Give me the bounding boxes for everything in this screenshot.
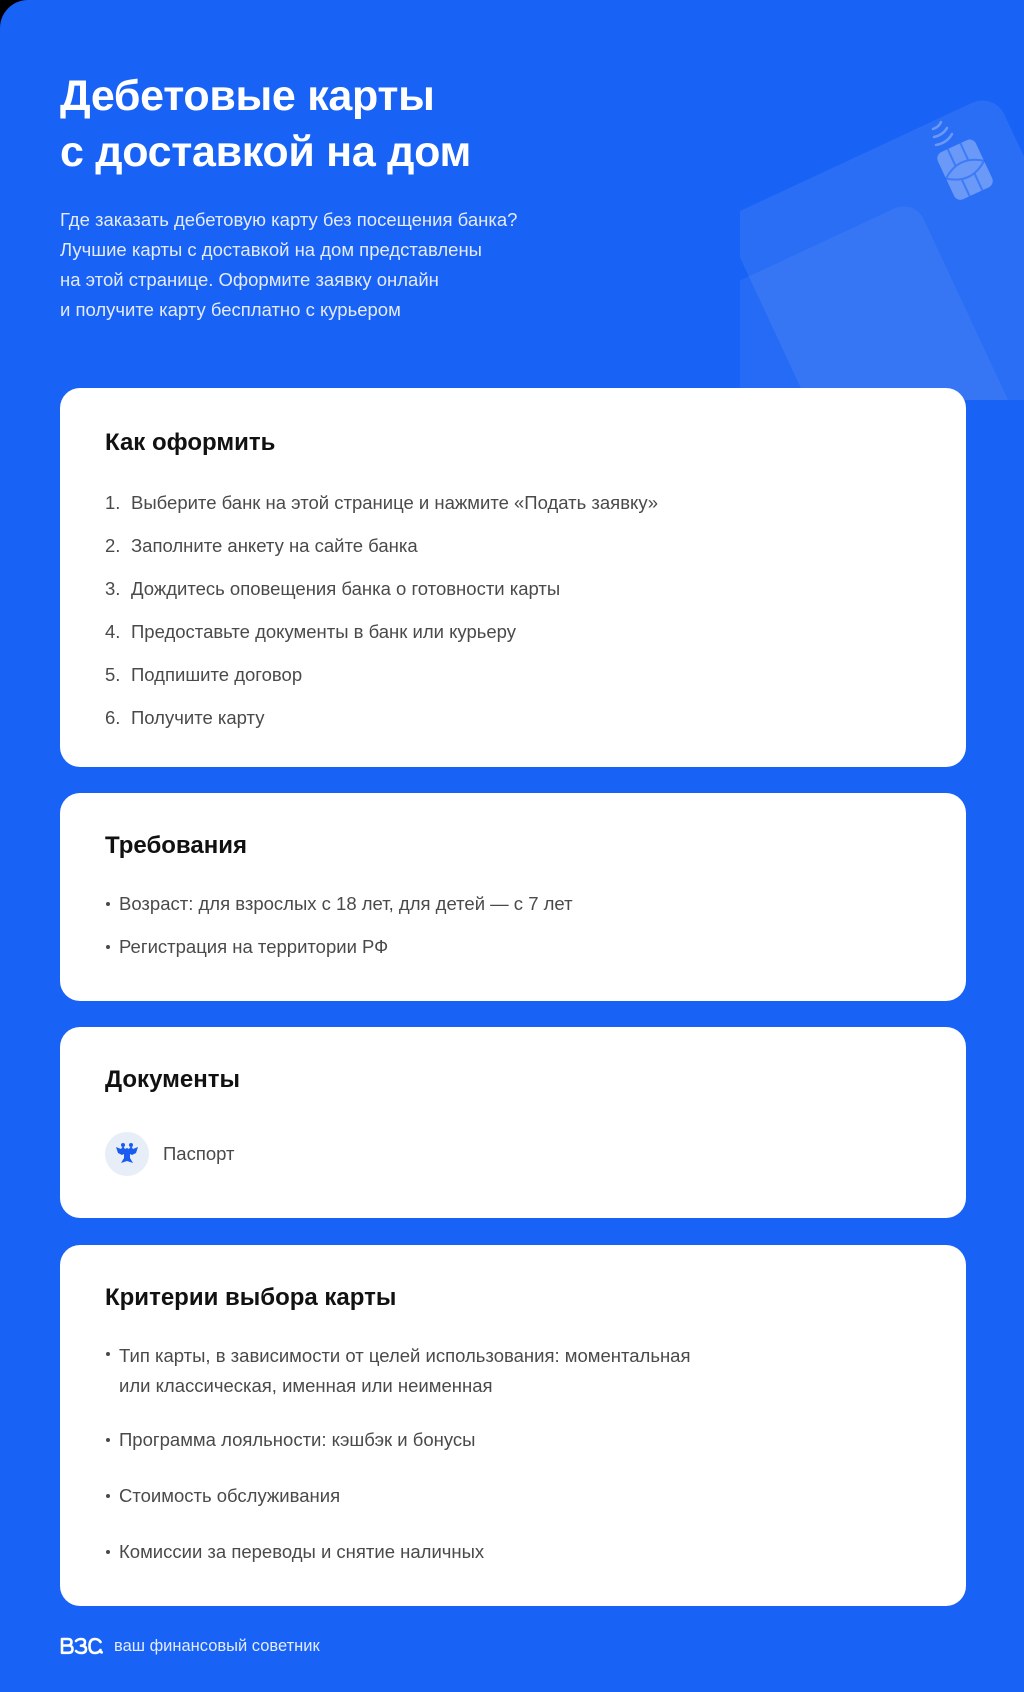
title-line: Дебетовые карты (60, 72, 435, 120)
bank-card-decoration-icon (740, 100, 1024, 400)
criteria-text: Комиссии за переводы и снятие наличных (119, 1541, 485, 1562)
criteria-list (105, 1341, 691, 1565)
description-line: Лучшие карты с доставкой на дом представлены (60, 239, 482, 260)
step-text: Подпишите договор (131, 664, 303, 685)
footer (60, 1636, 320, 1656)
description-line: Где заказать дебетовую карту без посещения банка? (60, 209, 518, 230)
how-to-apply-card (60, 388, 966, 767)
step-text: Заполните анкету на сайте банка (131, 535, 418, 556)
step-item (105, 533, 658, 559)
criteria-item (105, 1539, 691, 1565)
document-item (105, 1132, 235, 1176)
description-line: и получите карту бесплатно с курьером (60, 299, 401, 320)
documents-title: Документы (105, 1066, 240, 1093)
criteria-title: Критерии выбора карты (105, 1284, 397, 1311)
vzo-logo-icon (60, 1636, 104, 1656)
bullet-icon (105, 1427, 119, 1453)
bullet-icon (105, 1483, 119, 1509)
bullet-icon (105, 934, 119, 960)
step-text: Выберите банк на этой странице и нажмите «Подать заявку» (131, 492, 659, 513)
criteria-line: или классическая, именная или неименная (119, 1375, 493, 1396)
how-to-apply-title: Как оформить (105, 429, 276, 456)
bullet-icon (105, 891, 119, 917)
page-description (60, 205, 517, 325)
step-item (105, 619, 658, 645)
step-number: 4. (105, 621, 121, 642)
criteria-line: Тип карты, в зависимости от целей использования: моментальная (119, 1345, 691, 1366)
requirement-item (105, 891, 573, 917)
criteria-text (119, 1341, 691, 1401)
steps-list (105, 490, 658, 731)
criteria-text: Стоимость обслуживания (119, 1485, 341, 1506)
document-label: Паспорт (163, 1143, 235, 1164)
documents-card (60, 1027, 966, 1218)
criteria-card (60, 1245, 966, 1606)
step-number: 2. (105, 535, 121, 556)
step-item (105, 705, 658, 731)
step-number: 6. (105, 707, 121, 728)
footer-tagline: ваш финансовый советник (114, 1636, 320, 1655)
criteria-item (105, 1427, 691, 1453)
criteria-item (105, 1483, 691, 1509)
requirement-item (105, 934, 573, 960)
description-line: на этой странице. Оформите заявку онлайн (60, 269, 439, 290)
page-title (60, 68, 471, 180)
russian-eagle-emblem-icon (105, 1132, 149, 1176)
requirement-text: Регистрация на территории РФ (119, 936, 389, 957)
criteria-text: Программа лояльности: кэшбэк и бонусы (119, 1429, 476, 1450)
step-text: Предоставьте документы в банк или курьеру (131, 621, 517, 642)
requirements-card (60, 793, 966, 1001)
step-item (105, 662, 658, 688)
step-item (105, 490, 658, 516)
criteria-item (105, 1341, 691, 1401)
requirements-title: Требования (105, 832, 247, 859)
title-line: с доставкой на дом (60, 128, 472, 176)
requirement-text: Возраст: для взрослых с 18 лет, для детей — с 7 лет (119, 893, 573, 914)
step-item (105, 576, 658, 602)
bullet-icon (105, 1539, 119, 1565)
step-number: 5. (105, 664, 121, 685)
bullet-icon (105, 1341, 119, 1401)
requirements-list (105, 891, 573, 960)
step-number: 1. (105, 492, 121, 513)
step-text: Дождитесь оповещения банка о готовности карты (131, 578, 561, 599)
step-number: 3. (105, 578, 121, 599)
step-text: Получите карту (131, 707, 265, 728)
